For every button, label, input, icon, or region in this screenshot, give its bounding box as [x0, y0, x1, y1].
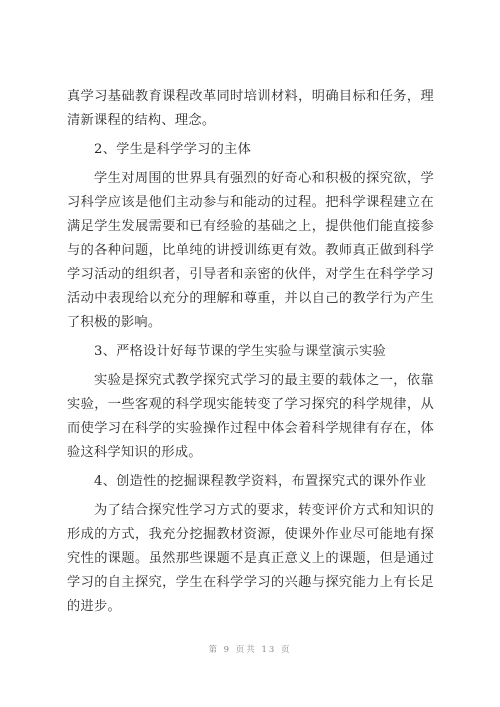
section-heading-3: 3、严格设计好每节课的学生实验与课堂演示实验 [94, 344, 386, 359]
paragraph-students-subject: 学生对周围的世界具有强烈的好奇心和积极的探究欲，学习科学应该是他们主动参与和能动的过程。把科学课程建立在满足学生发展需要和已有经验的基础之上，提供他们能直接参与的各种问题，比单纯的讲授训练更有效。教师真正做到科学学习活动的组织者，引导者和亲密的伙伴，对学生在科学学习活动中表现给以充分的理解和尊重，并以自己的教学行为产生了积极的影响。 [67, 171, 434, 330]
page-number-footer: 第 9 页共 13 页 [208, 645, 292, 655]
paragraph-continuation: 真学习基础教育课程改革同时培训材料，明确目标和任务，理清新课程的结构、理念。 [67, 89, 434, 128]
paragraph-experiments: 实验是探究式教学探究式学习的最主要的载体之一，依靠实验，一些客观的科学现实能转变了学习探究的科学规律，从而使学习在科学的实验操作过程中体会着科学规律有存在，体验这科学知识的形成。 [67, 373, 434, 460]
document-body [67, 85, 434, 619]
paragraph-homework: 为了结合探究性学习方式的要求，转变评价方式和知识的形成的方式，我充分挖掘教材资源，使课外作业尽可能地有探究性的课题。虽然那些课题不是真正意义上的课题，但是通过学习的自主探究，学生在科学学习的兴趣与探究能力上有长足的进步。 [67, 503, 434, 614]
section-heading-4: 4、创造性的挖掘课程教学资料，布置探究式的课外作业 [94, 474, 427, 489]
section-heading-2: 2、学生是科学学习的主体 [94, 142, 252, 157]
